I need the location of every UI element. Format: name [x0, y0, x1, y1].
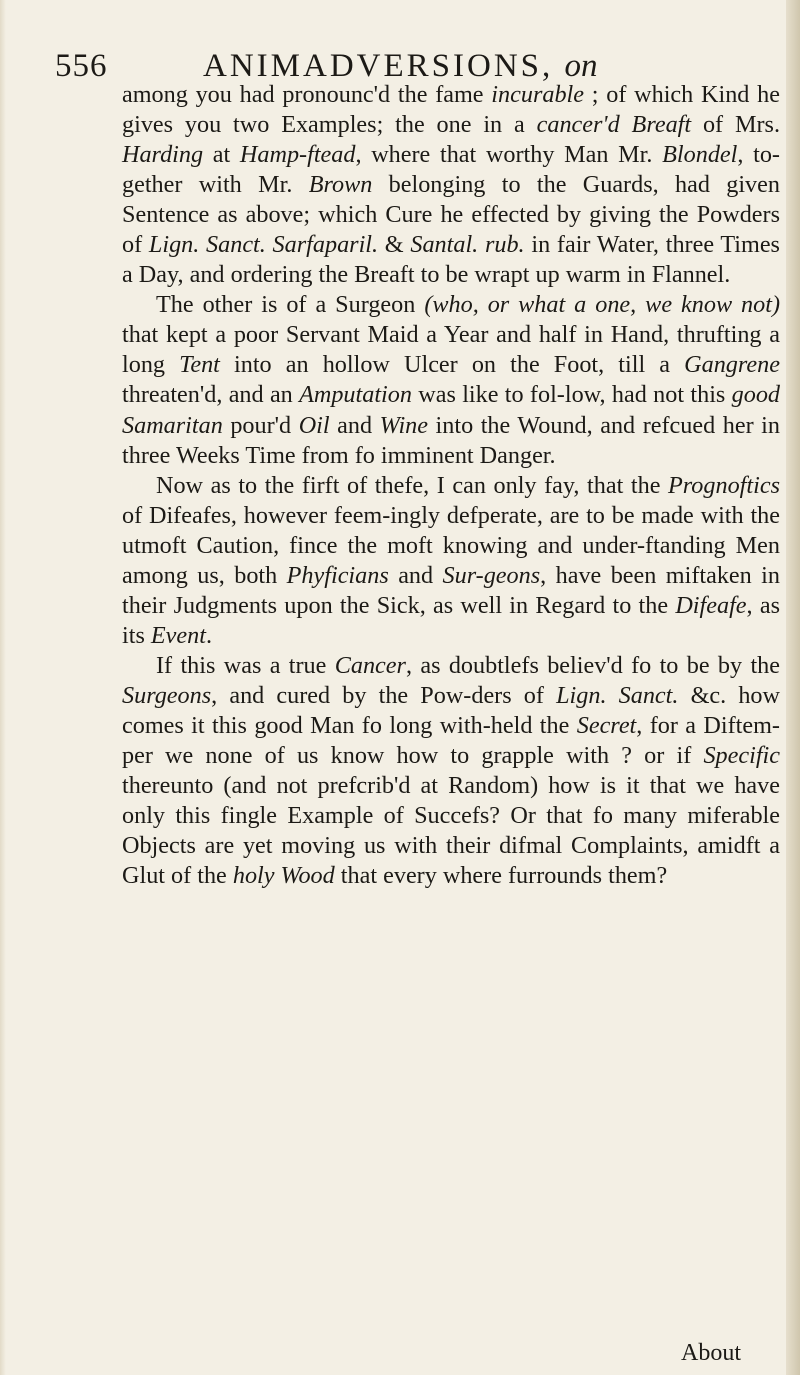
text-run: Surgeons — [122, 681, 212, 709]
text-run: & — [378, 231, 411, 259]
text-run: Difeafe — [675, 591, 747, 619]
text-run: incurable — [491, 81, 584, 108]
text-run: , have been miftaken in their Judgments upon the Sick, as well in Regard to the — [122, 561, 780, 619]
text-run: Sur-geons — [442, 561, 541, 589]
text-run: Phyficians — [286, 561, 389, 589]
text-run: Now as to the firft of thefe, I can only fay, that the — [156, 471, 669, 499]
text-run: belonging to the Guards, had given Sentence as above; which Cure he effected by giving the Powders of — [122, 171, 780, 259]
text-run: of Mrs. — [691, 111, 780, 139]
text-run: that every where furrounds them? — [334, 862, 668, 890]
text-run: was like to fol-low, had not this — [411, 381, 732, 409]
text-run: among you had pronounc'd the fame — [122, 81, 492, 108]
paragraph-1 — [122, 80, 780, 290]
text-run: , as its — [122, 591, 780, 649]
text-run: in fair Water, three Times a Day, and ordering the Breaft to be wrapt up warm in Flannel. — [122, 231, 780, 289]
text-run: Event — [150, 621, 206, 649]
text-run: Wine — [379, 411, 428, 439]
text-run: Secret — [576, 711, 637, 739]
text-run: holy Wood — [232, 862, 335, 890]
text-run: Oil — [298, 411, 330, 439]
text-run: , as doubtlefs believ'd fo to be by the — [405, 651, 780, 679]
running-head-title: ANIMADVERSIONS, — [203, 48, 554, 84]
text-run: Brown — [308, 171, 373, 199]
text-run: cancer'd Breaft — [536, 111, 692, 139]
text-run: If this was a true — [156, 651, 335, 679]
paragraph-4 — [122, 651, 780, 891]
text-run: Harding — [122, 141, 204, 169]
text-run: Specific — [703, 742, 780, 770]
text-run: Blondel — [662, 141, 738, 169]
text-run: and — [388, 561, 443, 589]
text-run: into the Wound, and refcued her in three Weeks Time from fo imminent Danger. — [122, 411, 780, 469]
body-text — [122, 80, 780, 891]
text-run: . — [205, 621, 213, 649]
page-right-edge — [786, 0, 800, 1375]
text-run: Amputation — [299, 381, 412, 409]
text-run: ; of which Kind he gives you two Examples; the one in a — [122, 81, 780, 139]
catchword: About — [681, 1340, 741, 1366]
text-run: pour'd — [222, 411, 299, 439]
text-run: Hamp-ftead — [239, 141, 356, 169]
running-head-italic: on — [564, 48, 598, 84]
text-run: thereunto (and not prefcrib'd at Random) how is it that we have only this fingle Example of Succefs? Or that fo many miferable Objects are yet moving us with their difmal Complaints, amidft a Glut of the — [122, 772, 780, 890]
text-run: of Difeafes, however feem-ingly defperate, are to be made with the utmoft Caution, fince the moft knowing and under-ftanding Men among us, both — [122, 501, 780, 589]
text-run: Gangrene — [684, 351, 780, 379]
text-run: into an hollow Ulcer on the Foot, till a — [219, 351, 685, 379]
text-run: The other is of a Surgeon — [156, 291, 425, 319]
text-run: Santal. rub. — [410, 231, 525, 259]
text-run: that kept a poor Servant Maid a Year and half in Hand, thrufting a long — [122, 321, 780, 379]
text-run: Prognoftics — [668, 471, 780, 499]
text-run: at — [203, 141, 240, 169]
text-run: threaten'd, and an — [122, 381, 300, 409]
paragraph-3 — [122, 471, 780, 651]
text-run: Tent — [179, 351, 220, 379]
text-run: (who, or what a one, we know not) — [424, 291, 781, 319]
text-run: &c. how comes it this good Man fo long with-held the — [122, 681, 780, 739]
page-left-edge — [0, 0, 6, 1375]
text-run: Cancer — [334, 651, 406, 679]
text-run: , and cured by the Pow-ders of — [211, 681, 557, 709]
text-run: , where that worthy Man Mr. — [355, 141, 663, 169]
text-run: Lign. Sanct. Sarfaparil. — [148, 231, 379, 259]
text-run: Lign. Sanct. — [556, 681, 679, 709]
text-run: , for a Diftem-per we none of us know how to grapple with ? or if — [122, 711, 780, 770]
text-run: and — [329, 411, 380, 439]
page-number: 556 — [55, 48, 108, 84]
paragraph-2 — [122, 290, 780, 470]
text-run: good Samaritan — [122, 381, 781, 439]
text-run: , to-gether with Mr. — [122, 141, 780, 199]
